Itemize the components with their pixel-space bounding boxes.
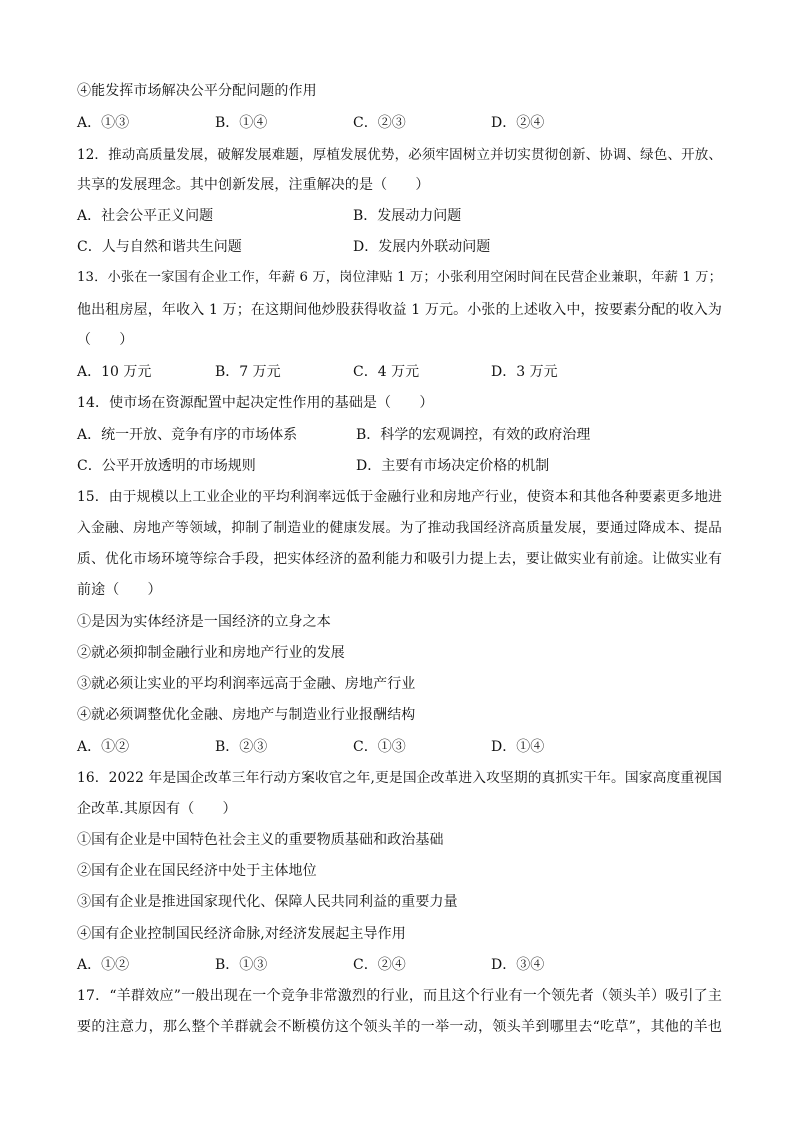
q14-option-b: B．科学的宏观调控，有效的政府治理	[356, 427, 591, 443]
q14-option-d: D．主要有市场决定价格的机制	[356, 458, 550, 474]
q13-stem-line-3: （ ）	[77, 332, 134, 348]
q12-option-b: B．发展动力问题	[353, 208, 462, 224]
q14-option-c: C．公平开放透明的市场规则	[77, 458, 256, 474]
q15-stem-line-2: 入金融、房地产等领域，抑制了制造业的健康发展。为了推动我国经济高质量发展，要通过降成本、提品	[77, 520, 722, 536]
q15-option-d: D．①④	[491, 739, 545, 755]
q16-option-b: B．①③	[215, 957, 268, 973]
q12-stem-line-2: 共享的发展理念。其中创新发展，注重解决的是（ ）	[77, 177, 430, 193]
q15-stem-line-4: 前途（ ）	[77, 582, 162, 598]
q16-stem-line-2: 企改革.其原因有（ ）	[77, 801, 237, 817]
q16-stem-line-1: 16．2022 年是国企改革三年行动方案收官之年,更是国企改革进入攻坚期的真抓实干年。国家高度重视国	[77, 770, 722, 786]
q15-item-2: ②就必须抑制金融行业和房地产行业的发展	[77, 645, 345, 661]
q13-option-d: D．3 万元	[491, 364, 558, 380]
q12-option-c: C．人与自然和谐共生问题	[77, 239, 242, 255]
q13-option-c: C．4 万元	[353, 364, 420, 380]
q16-item-4: ④国有企业控制国民经济命脉,对经济发展起主导作用	[77, 926, 406, 942]
prev-question-item-4: ④能发挥市场解决公平分配问题的作用	[77, 83, 317, 99]
q15-stem-line-1: 15．由于规模以上工业企业的平均利润率远低于金融行业和房地产行业，使资本和其他各种要素更多地进	[77, 489, 722, 505]
q15-item-3: ③就必须让实业的平均利润率远高于金融、房地产行业	[77, 676, 416, 692]
q12-stem-line-1: 12．推动高质量发展，破解发展难题，厚植发展优势，必须牢固树立并切实贯彻创新、协调、绿色、开放、	[77, 147, 722, 163]
q13-option-b: B．7 万元	[215, 364, 281, 380]
q15-option-c: C．①③	[353, 739, 406, 755]
q11-option-b: B．①④	[215, 115, 268, 131]
q15-option-a: A．①②	[77, 739, 130, 755]
q16-item-3: ③国有企业是推进国家现代化、保障人民共同利益的重要力量	[77, 894, 458, 910]
q16-option-a: A．①②	[77, 957, 130, 973]
q16-item-2: ②国有企业在国民经济中处于主体地位	[77, 863, 317, 879]
q13-stem-line-2: 他出租房屋，年收入 1 万；在这期间他炒股获得收益 1 万元。小张的上述收入中，按要素分配的收入为	[77, 302, 722, 318]
q15-option-b: B．②③	[215, 739, 268, 755]
q11-option-d: D．②④	[491, 115, 545, 131]
q11-option-a: A．①③	[77, 115, 130, 131]
q12-option-a: A．社会公平正义问题	[77, 208, 214, 224]
q16-item-1: ①国有企业是中国特色社会主义的重要物质基础和政治基础	[77, 832, 444, 848]
q16-option-d: D．③④	[491, 957, 545, 973]
q14-stem-line-1: 14．使市场在资源配置中起决定性作用的基础是（ ）	[77, 395, 434, 411]
q15-item-1: ①是因为实体经济是一国经济的立身之本	[77, 614, 331, 630]
q13-stem-line-1: 13．小张在一家国有企业工作，年薪 6 万，岗位津贴 1 万；小张利用空闲时间在民营企业兼职，年薪 1 万；	[77, 270, 722, 285]
q15-item-4: ④就必须调整优化金融、房地产与制造业行业报酬结构	[77, 707, 416, 723]
q15-stem-line-3: 质、优化市场环境等综合手段，把实体经济的盈利能力和吸引力提上去，要让做实业有前途。让做实业有	[77, 551, 722, 567]
q12-option-d: D．发展内外联动问题	[353, 239, 491, 255]
q17-stem-line-2: 要的注意力，那么整个羊群就会不断模仿这个领头羊的一举一动，领头羊到哪里去“吃草”，其他的羊也	[77, 1019, 722, 1035]
q13-option-a: A．10 万元	[77, 364, 152, 380]
q14-option-a: A．统一开放、竞争有序的市场体系	[77, 427, 298, 443]
q17-stem-line-1: 17．“羊群效应”一般出现在一个竞争非常激烈的行业，而且这个行业有一个领先者（领头羊）吸引了主	[77, 988, 722, 1004]
q11-option-c: C．②③	[353, 115, 406, 131]
q16-option-c: C．②④	[353, 957, 406, 973]
